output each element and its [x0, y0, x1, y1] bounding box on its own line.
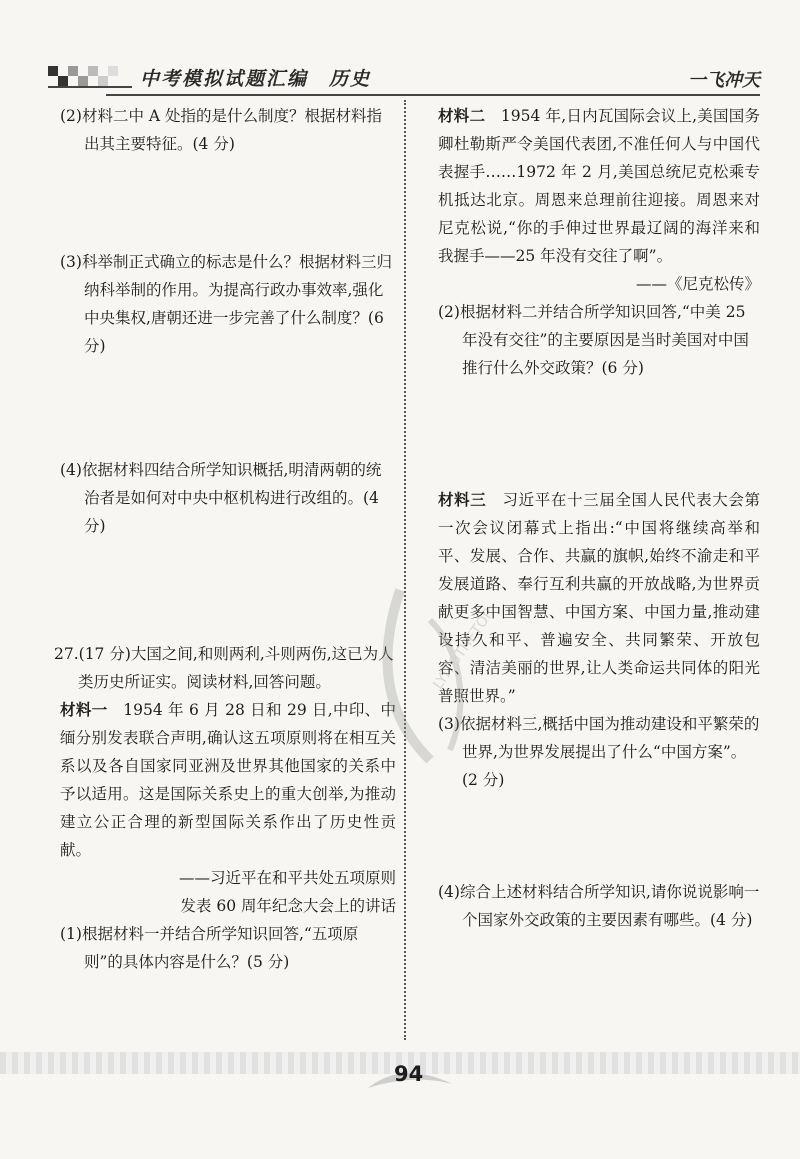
watermark-text: LYITOTHETOP — [430, 606, 498, 693]
answer-space — [438, 382, 760, 486]
material-2-label: 材料二 — [438, 106, 486, 125]
header-rule — [106, 94, 760, 96]
material-3-text: 习近平在十三届全国人民代表大会第一次会议闭幕式上指出:“中国将继续高举和平、发展、合作、共赢的旗帜,始终不渝走和平发展道路、奉行互利共赢的开放战略,为世界贡献更多中国智慧、中国方案、中国力量,推动建设持久和平、普遍安全、共同繁荣、开放包容、清洁美丽的世界,让人类命运共同体的阳光普照世界。” — [438, 491, 760, 705]
material-1-source-line-1: ——习近平在和平共处五项原则 — [178, 869, 396, 887]
material-2-text: 1954 年,日内瓦国际会议上,美国国务卿杜勒斯严令美国代表团,不准任何人与中国代表握手……1972 年 2 月,美国总统尼克松乘专机抵达北京。周恩来总理前往迎接。周恩来对尼克松说,“你的手伸过世界最辽阔的海洋来和我握手——25 年没有交往了啊”。 — [438, 107, 760, 265]
answer-space — [60, 158, 396, 248]
page-number: 94 — [394, 1062, 424, 1086]
answer-space — [60, 540, 396, 640]
page-header — [48, 56, 760, 98]
answer-space — [438, 794, 760, 878]
page-number-badge — [360, 1040, 460, 1100]
question-3: (3)科举制正式确立的标志是什么？根据材料三归纳科举制的作用。为提高行政办事效率,强化中央集权,唐朝还进一步完善了什么制度？(6 分) — [60, 253, 392, 355]
question-27-intro: 27.(17 分)大国之间,和则两利,斗则两伤,这已为人类历史所证实。阅读材料,回答问题。 — [54, 645, 394, 691]
material-1-label: 材料一 — [60, 700, 108, 719]
header-brand-logo: 一飞冲天 — [688, 70, 760, 91]
column-divider — [404, 100, 406, 1040]
material-1-source-line-2: 发表 60 周年纪念大会上的讲话 — [180, 897, 396, 915]
material-1-text: 1954 年 6 月 28 日和 29 日,中印、中缅分别发表联合声明,确认这五项原则将在相互关系以及各自国家同亚洲及世界其他国家的关系中予以适用。这是国际关系史上的重大创举,为推动建立公正合理的新型国际关系作出了历史性贡献。 — [60, 701, 396, 859]
left-column — [54, 102, 396, 976]
right-column — [438, 102, 760, 934]
question-27-3: (3)依据材料三,概括中国为推动建设和平繁荣的世界,为世界发展提出了什么“中国方案”。(2 分) — [438, 715, 760, 789]
question-27-2: (2)根据材料二并结合所学知识回答,“中美 25 年没有交往”的主要原因是当时美国对中国推行什么外交政策？(6 分) — [438, 303, 749, 377]
question-27-1: (1)根据材料一并结合所学知识回答,“五项原则”的具体内容是什么？(5 分) — [60, 925, 359, 971]
header-title: 中考模拟试题汇编 历史 — [140, 68, 372, 90]
question-2: (2)材料二中 A 处指的是什么制度？根据材料指出其主要特征。(4 分) — [60, 107, 383, 153]
question-4: (4)依据材料四结合所学知识概括,明清两朝的统治者是如何对中央中枢机构进行改组的。(4 分) — [60, 461, 382, 535]
answer-space — [60, 360, 396, 456]
header-checker-icon — [48, 62, 132, 94]
material-2 — [438, 102, 760, 270]
material-3-label: 材料三 — [438, 490, 487, 509]
material-2-source: ——《尼克松传》 — [635, 275, 760, 293]
material-3 — [438, 486, 760, 710]
question-27-4: (4)综合上述材料结合所学知识,请你说说影响一个国家外交政策的主要因素有哪些。(4 分) — [438, 883, 760, 929]
material-1 — [60, 696, 396, 864]
